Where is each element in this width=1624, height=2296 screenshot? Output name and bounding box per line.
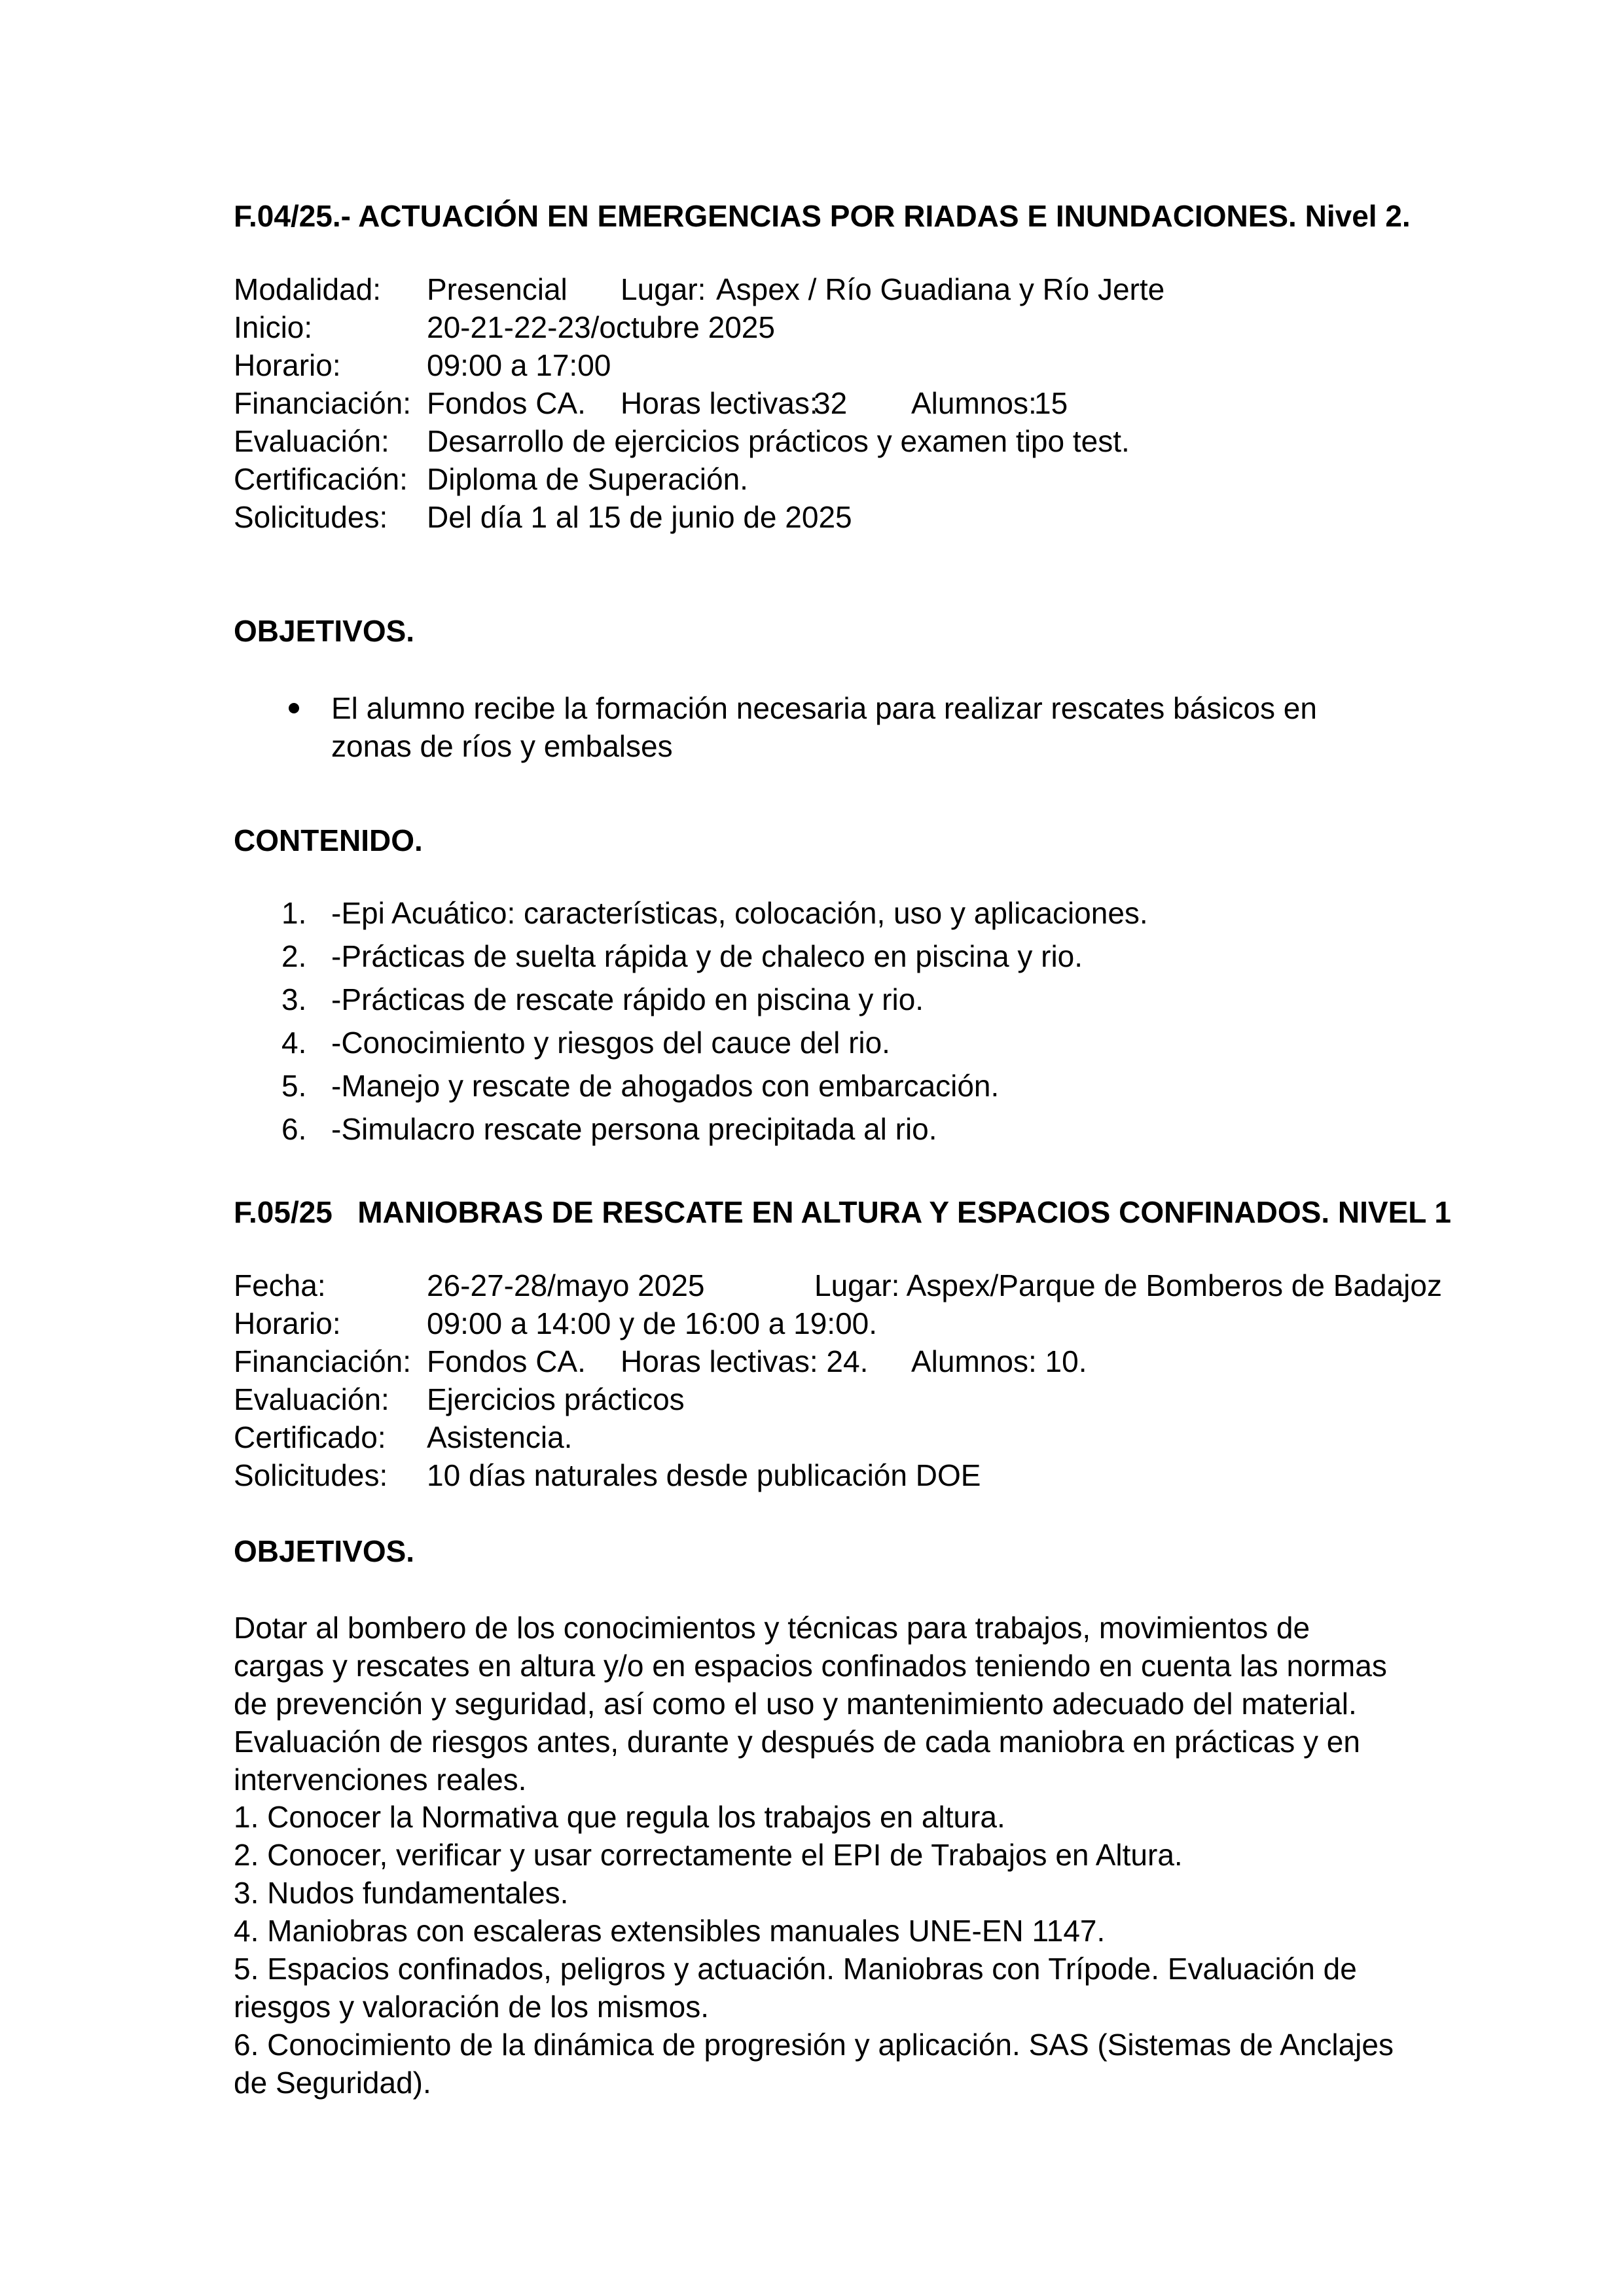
course2-objetivos-paragraph: Dotar al bombero de los conocimientos y técnicas para trabajos, movimientos de cargas y rescates en altura y/o en espacios confinados teniendo en cuenta las normas de prevención y seguridad, así como el uso y mantenimiento adecuado del material. Evaluación de riesgos antes, durante y después de cada maniobra en prácticas y en intervenciones reales. <box>234 1611 1387 1797</box>
course2-objetivos-heading: OBJETIVOS. <box>234 1534 415 1568</box>
course1-objetivos-heading: OBJETIVOS. <box>234 614 415 648</box>
contenido-item-number: 3. <box>281 982 307 1016</box>
course2-financiacion-label: Financiación: <box>234 1344 412 1378</box>
course1-lugar-value: Aspex / Río Guadiana y Río Jerte <box>716 272 1165 306</box>
course1-modalidad-label: Modalidad: <box>234 272 382 306</box>
course2-item: 3. Nudos fundamentales. <box>234 1876 569 1910</box>
contenido-item: -Epi Acuático: características, colocación, uso y aplicaciones. <box>331 896 1148 930</box>
course1-certificacion-value: Diploma de Superación. <box>427 462 748 496</box>
course1-evaluacion-value: Desarrollo de ejercicios prácticos y examen tipo test. <box>427 424 1130 458</box>
course2-solicitudes-label: Solicitudes: <box>234 1458 388 1492</box>
course2-evaluacion-label: Evaluación: <box>234 1382 389 1416</box>
contenido-item: -Prácticas de rescate rápido en piscina y rio. <box>331 982 924 1016</box>
contenido-item-number: 5. <box>281 1069 307 1103</box>
course2-certificado-label: Certificado: <box>234 1420 386 1454</box>
contenido-item-number: 6. <box>281 1112 307 1146</box>
course1-horario-value: 09:00 a 17:00 <box>427 348 611 382</box>
contenido-item: -Prácticas de suelta rápida y de chaleco en piscina y rio. <box>331 939 1083 973</box>
course1-financiacion-value: Fondos CA. <box>427 386 586 420</box>
course2-fecha-label: Fecha: <box>234 1268 326 1302</box>
course2-solicitudes-value: 10 días naturales desde publicación DOE <box>427 1458 981 1492</box>
course1-inicio-value: 20-21-22-23/octubre 2025 <box>427 310 775 344</box>
course2-item: 4. Maniobras con escaleras extensibles manuales UNE-EN 1147. <box>234 1914 1106 1948</box>
contenido-item: -Conocimiento y riesgos del cauce del rio. <box>331 1026 890 1060</box>
course2-lugar: Lugar: Aspex/Parque de Bomberos de Badajoz <box>814 1268 1442 1302</box>
course1-title: F.04/25.- ACTUACIÓN EN EMERGENCIAS POR RIADAS E INUNDACIONES. Nivel 2. <box>234 199 1411 233</box>
contenido-item-number: 2. <box>281 939 307 973</box>
course1-inicio-label: Inicio: <box>234 310 313 344</box>
course2-financiacion-value: Fondos CA. <box>427 1344 586 1378</box>
course1-certificacion-label: Certificación: <box>234 462 408 496</box>
course2-horario-label: Horario: <box>234 1306 341 1340</box>
course1-modalidad-value: Presencial <box>427 272 568 306</box>
course2-item: 2. Conocer, verificar y usar correctamente el EPI de Trabajos en Altura. <box>234 1838 1183 1872</box>
course1-solicitudes-value: Del día 1 al 15 de junio de 2025 <box>427 500 852 534</box>
contenido-item-number: 1. <box>281 896 307 930</box>
course2-horario-value: 09:00 a 14:00 y de 16:00 a 19:00. <box>427 1306 878 1340</box>
contenido-item: -Manejo y rescate de ahogados con embarcación. <box>331 1069 1000 1103</box>
course1-contenido-heading: CONTENIDO. <box>234 823 423 857</box>
course1-alumnos-value: 15 <box>1034 386 1068 420</box>
contenido-item-number: 4. <box>281 1026 307 1060</box>
course1-alumnos-label: Alumnos: <box>911 386 1037 420</box>
course2-certificado-value: Asistencia. <box>427 1420 573 1454</box>
course2-fecha-value: 26-27-28/mayo 2025 <box>427 1268 705 1302</box>
course2-evaluacion-value: Ejercicios prácticos <box>427 1382 685 1416</box>
course1-horas-label: Horas lectivas: <box>621 386 818 420</box>
course2-item: 1. Conocer la Normativa que regula los trabajos en altura. <box>234 1800 1005 1834</box>
course1-objetivos-bullet: El alumno recibe la formación necesaria para realizar rescates básicos en zonas de ríos y embalses <box>331 691 1317 763</box>
course1-lugar-label: Lugar: <box>621 272 706 306</box>
course1-solicitudes-label: Solicitudes: <box>234 500 388 534</box>
course1-financiacion-label: Financiación: <box>234 386 412 420</box>
course2-alumnos: Alumnos: 10. <box>911 1344 1087 1378</box>
contenido-item: -Simulacro rescate persona precipitada al rio. <box>331 1112 937 1146</box>
course1-horario-label: Horario: <box>234 348 341 382</box>
course2-item: 5. Espacios confinados, peligros y actuación. Maniobras con Trípode. Evaluación de riesgos y valoración de los mismos. <box>234 1952 1357 2024</box>
course2-title: F.05/25 MANIOBRAS DE RESCATE EN ALTURA Y ESPACIOS CONFINADOS. NIVEL 1 <box>234 1195 1451 1229</box>
course2-horas: Horas lectivas: 24. <box>621 1344 869 1378</box>
course1-evaluacion-label: Evaluación: <box>234 424 389 458</box>
course1-horas-value: 32 <box>814 386 848 420</box>
bullet-icon <box>289 703 299 713</box>
course2-item: 6. Conocimiento de la dinámica de progresión y aplicación. SAS (Sistemas de Anclajes de Seguridad). <box>234 2028 1394 2100</box>
